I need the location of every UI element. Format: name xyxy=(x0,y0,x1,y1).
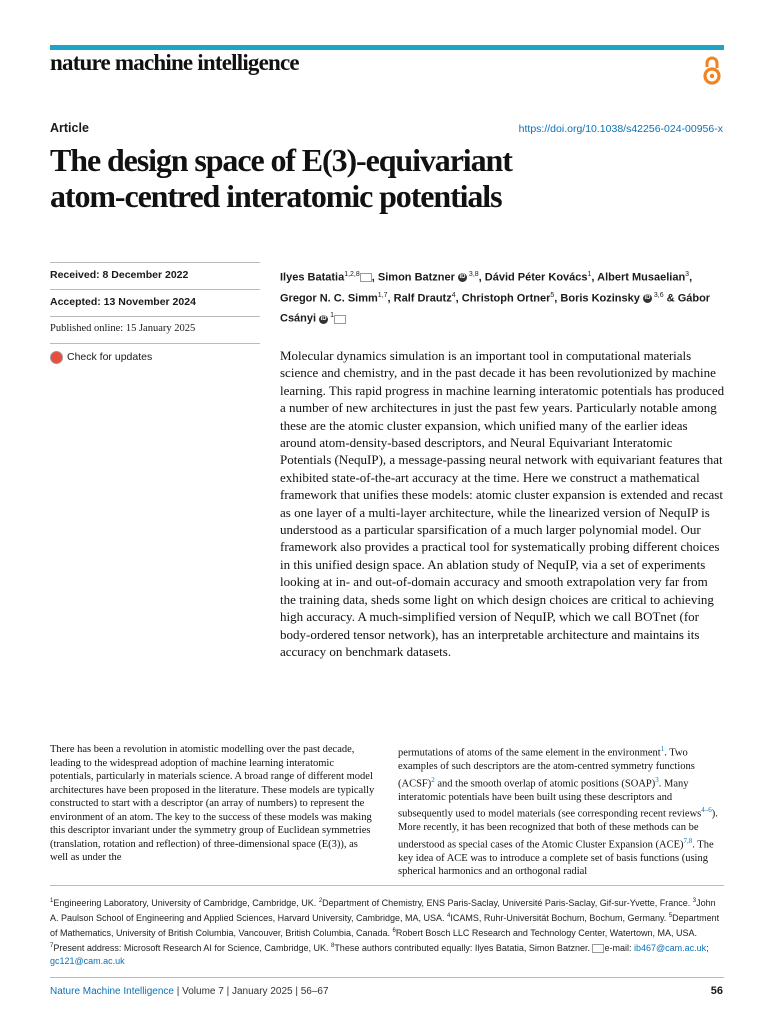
affiliation-number: 1 xyxy=(50,898,54,904)
accepted-date: Accepted: 13 November 2024 xyxy=(50,289,260,316)
reference-link[interactable]: 7,8 xyxy=(683,836,693,845)
author-affiliation-ref: 1,2,8 xyxy=(344,271,360,278)
author-name[interactable]: Christoph Ortner xyxy=(461,292,551,305)
author-name[interactable]: Boris Kozinsky xyxy=(560,292,640,305)
email-link[interactable]: ib467@cam.ac.uk xyxy=(633,943,707,953)
author-affiliation-ref: 4 xyxy=(451,291,456,299)
published-date: Published online: 15 January 2025 xyxy=(50,316,260,343)
author-affiliation-ref: 1,7 xyxy=(377,291,388,299)
reference-link[interactable]: 3 xyxy=(655,775,659,784)
article-title xyxy=(50,142,730,214)
author-list: Ilyes Batatia$^{1,2,8}$ , Simon Batzner iD $^{3,8}$, Dávid Péter Kovács$^1$, Albert Musaelian$^3$, Gregor N. C. Simm$^{1,7}$, Ralf Drautz$^4$, Christoph Ortner$^5$, Boris Kozinsky iD $^{3,6}$ & Gábor Csányi iD $^1$ xyxy=(280,271,711,325)
affiliation-number: 8 xyxy=(330,943,335,949)
affiliation-number: 3 xyxy=(692,898,697,904)
footnote-divider xyxy=(50,885,724,886)
mail-icon[interactable] xyxy=(360,273,372,282)
author-affiliation-ref: 1 xyxy=(587,271,592,278)
footer-journal-link[interactable]: Nature Machine Intelligence xyxy=(50,986,174,997)
reference-link[interactable]: 4–6 xyxy=(701,806,712,814)
mail-icon xyxy=(592,944,604,953)
body-column-1: There has been a revolution in atomistic modelling over the past decade, leading to the widespread adoption of machine learning interatomic potentials, particularly in materials science. A broad range of different model architectures have been proposed in the literature. These models are typically constructed to start with a descriptor (an array of numbers) to represent the environment of an atom. The key to the success of these models was making this descriptor invariant under the symmetry group of Euclidean symmetries (translation, rotation and reflection) of three-dimensional space (E(3)), as well as under the xyxy=(50,744,375,863)
title-line-2: atom-centred interatomic potentials xyxy=(50,178,502,214)
author-name[interactable]: Gregor N. C. Simm xyxy=(280,292,378,305)
abstract: Molecular dynamics simulation is an important tool in computational materials science and chemistry, and in the past decade it has been revolutionized by machine learning. This rapid progress in machine learning interatomic potentials has produced a number of new architectures in just the past few years. Particularly notable among these are the atomic cluster expansion, which unified many of the earlier ideas around atom-density-based descriptors, and Neural Equivariant Interatomic Potentials (NequIP), a message-passing neural network with equivariant features that exhibited state-of-the-art accuracy at the time. Here we construct a mathematical framework that unifies these models: atomic cluster expansion is extended and recast as one layer of a multi-layer architecture, while the linearized version of NequIP is understood as a particular sparsification of a much larger polynomial model. Our framework also provides a practical tool for systematically probing different choices in this unified design space. An ablation study of NequIP, via a set of experiments looking at in- and out-of-domain accuracy and smooth extrapolation very far from the training data, sheds some light on which design choices are critical to achieving high accuracy. A much-simplified version of NequIP, which we call BOTnet (for body-ordered tensor network), has an interpretable architecture and maintains its accuracy on benchmark datasets. xyxy=(280,348,725,659)
received-date: Received: 8 December 2022 xyxy=(50,262,260,289)
check-for-updates-button[interactable] xyxy=(50,343,260,370)
author-affiliation-ref: 1 xyxy=(328,312,334,320)
orcid-icon[interactable]: iD xyxy=(320,315,327,322)
author-affiliation-ref: 5 xyxy=(550,291,555,299)
orcid-icon[interactable]: iD xyxy=(459,274,466,281)
orcid-icon[interactable]: iD xyxy=(644,294,651,301)
affiliation-number: 4 xyxy=(447,913,451,919)
check-for-updates-label: Check for updates xyxy=(67,351,153,363)
reference-link[interactable]: 2 xyxy=(431,775,435,784)
page-number: 56 xyxy=(710,985,723,997)
author-name[interactable]: Albert Musaelian xyxy=(597,271,686,284)
footer-citation xyxy=(50,986,329,997)
doi-link[interactable]: https://doi.org/10.1038/s42256-024-00956-x xyxy=(518,123,723,135)
body-column-2: permutations of atoms of the same element in the environment$^1$. Two examples of such descriptors are the atom-centred symmetry functions (ACSF)$^2$ and the smooth overlap of atomic positions (SOAP)$^3$. Many interatomic potentials have been built using these descriptors and subsequently used to model materials (see corresponding recent reviews$^{4-6}$). More recently, it has been recognized that both of these methods can be understood as special cases of the Atomic Cluster Expansion (ACE)$^{7,8}$. The key idea of ACE was to introduce a complete set of basis functions (using spherical harmonics and an orthogonal radial xyxy=(398,745,718,877)
author-name[interactable]: Simon Batzner xyxy=(377,271,455,284)
author-affiliation-ref: 3,6 xyxy=(651,291,664,299)
author-name[interactable]: Gábor Csányi xyxy=(280,292,711,325)
article-type: Article xyxy=(50,121,89,135)
footer-divider xyxy=(50,977,724,978)
reference-link[interactable]: 1 xyxy=(660,745,665,753)
author-affiliation-ref: 3,8 xyxy=(466,271,479,278)
footer-volume-info: | Volume 7 | January 2025 | 56–67 xyxy=(173,986,329,997)
author-affiliation-ref: 3 xyxy=(685,271,690,278)
author-name[interactable]: Ilyes Batatia xyxy=(280,271,345,284)
open-access-icon xyxy=(702,55,722,87)
affiliations: $^1$Engineering Laboratory, University of Cambridge, Cambridge, UK. $^2$Department of Chemistry, ENS Paris-Saclay, Université Paris-Saclay, Gif-sur-Yvette, France. $^3$John A. Paulson School of Engineering and Applied Sciences, Harvard University, Cambridge, MA, USA. $^4$ICAMS, Ruhr-Universität Bochum, Bochum, Germany. $^5$Department of Mathematics, University of British Columbia, Vancouver, British Columbia, Canada. $^6$Robert Bosch LLC Research and Technology Center, Watertown, MA, USA. $^7$Present address: Microsoft Research AI for Science, Cambridge, UK. $^8$These authors contributed equally: Ilyes Batatia, Simon Batzner. e-mail: ib467@cam.ac.uk; gc121@cam.ac.uk xyxy=(50,898,720,966)
author-name[interactable]: Dávid Péter Kovács xyxy=(484,271,588,284)
check-for-updates-icon xyxy=(50,351,63,364)
title-line-1: The design space of E(3)-equivariant xyxy=(50,142,512,178)
affiliation-number: 6 xyxy=(392,928,396,934)
affiliation-number: 2 xyxy=(318,898,323,904)
author-name[interactable]: Ralf Drautz xyxy=(393,292,452,305)
mail-icon[interactable] xyxy=(334,315,346,324)
affiliation-number: 7 xyxy=(50,943,54,949)
affiliation-number: 5 xyxy=(668,913,673,919)
article-history xyxy=(50,262,260,370)
email-link[interactable]: gc121@cam.ac.uk xyxy=(50,956,125,966)
journal-name: nature machine intelligence xyxy=(50,50,299,75)
